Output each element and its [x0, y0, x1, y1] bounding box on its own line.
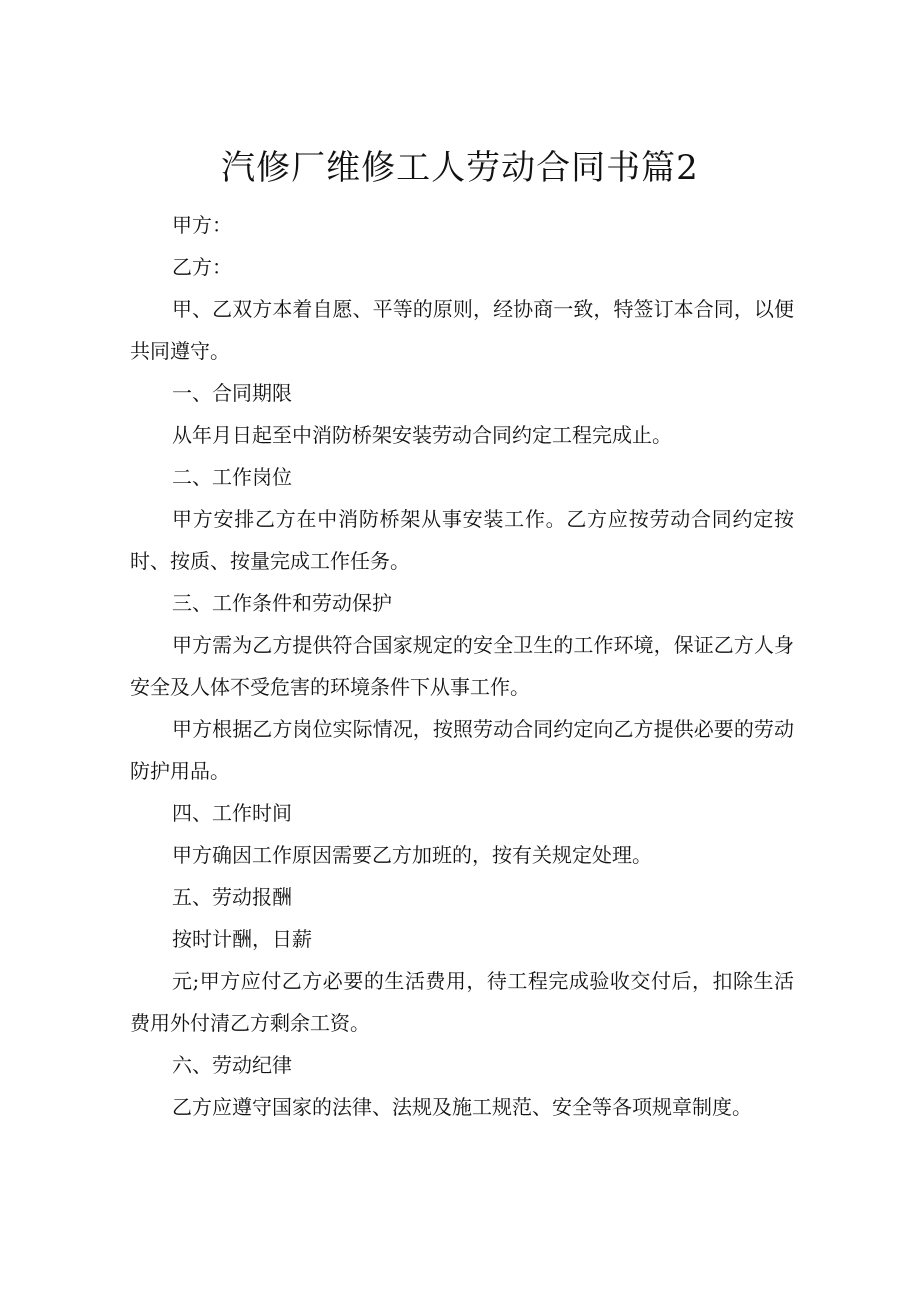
working-conditions-paragraph-2: 甲方根据乙方岗位实际情况，按照劳动合同约定向乙方提供必要的劳动防护用品。 — [130, 717, 794, 783]
section-heading-working-hours: 四、工作时间 — [172, 801, 292, 825]
section-heading-job-position: 二、工作岗位 — [172, 465, 292, 489]
remuneration-paragraph: 元;甲方应付乙方必要的生活费用，待工程完成验收交付后，扣除生活费用外付清乙方剩余工资。 — [130, 969, 794, 1035]
section-heading-remuneration: 五、劳动报酬 — [172, 885, 292, 909]
contract-term-paragraph: 从年月日起至中消防桥架安装劳动合同约定工程完成止。 — [172, 423, 672, 447]
party-a-line: 甲方： — [172, 213, 232, 237]
page-title: 汽修厂维修工人劳动合同书篇2 — [221, 148, 699, 188]
section-heading-working-conditions: 三、工作条件和劳动保护 — [172, 591, 392, 615]
working-hours-paragraph: 甲方确因工作原因需要乙方加班的，按有关规定处理。 — [172, 843, 652, 867]
remuneration-line-1: 按时计酬，日薪 — [172, 927, 312, 951]
intro-paragraph: 甲、乙双方本着自愿、平等的原则，经协商一致，特签订本合同，以便共同遵守。 — [130, 297, 794, 363]
labor-discipline-paragraph: 乙方应遵守国家的法律、法规及施工规范、安全等各项规章制度。 — [172, 1095, 752, 1119]
document-body — [130, 204, 794, 1128]
working-conditions-paragraph-1: 甲方需为乙方提供符合国家规定的安全卫生的工作环境，保证乙方人身安全及人体不受危害的环境条件下从事工作。 — [130, 633, 794, 699]
party-b-line: 乙方： — [172, 255, 232, 279]
job-position-paragraph: 甲方安排乙方在中消防桥架从事安装工作。乙方应按劳动合同约定按时、按质、按量完成工作任务。 — [130, 507, 794, 573]
section-heading-contract-term: 一、合同期限 — [172, 381, 292, 405]
section-heading-labor-discipline: 六、劳动纪律 — [172, 1053, 292, 1077]
